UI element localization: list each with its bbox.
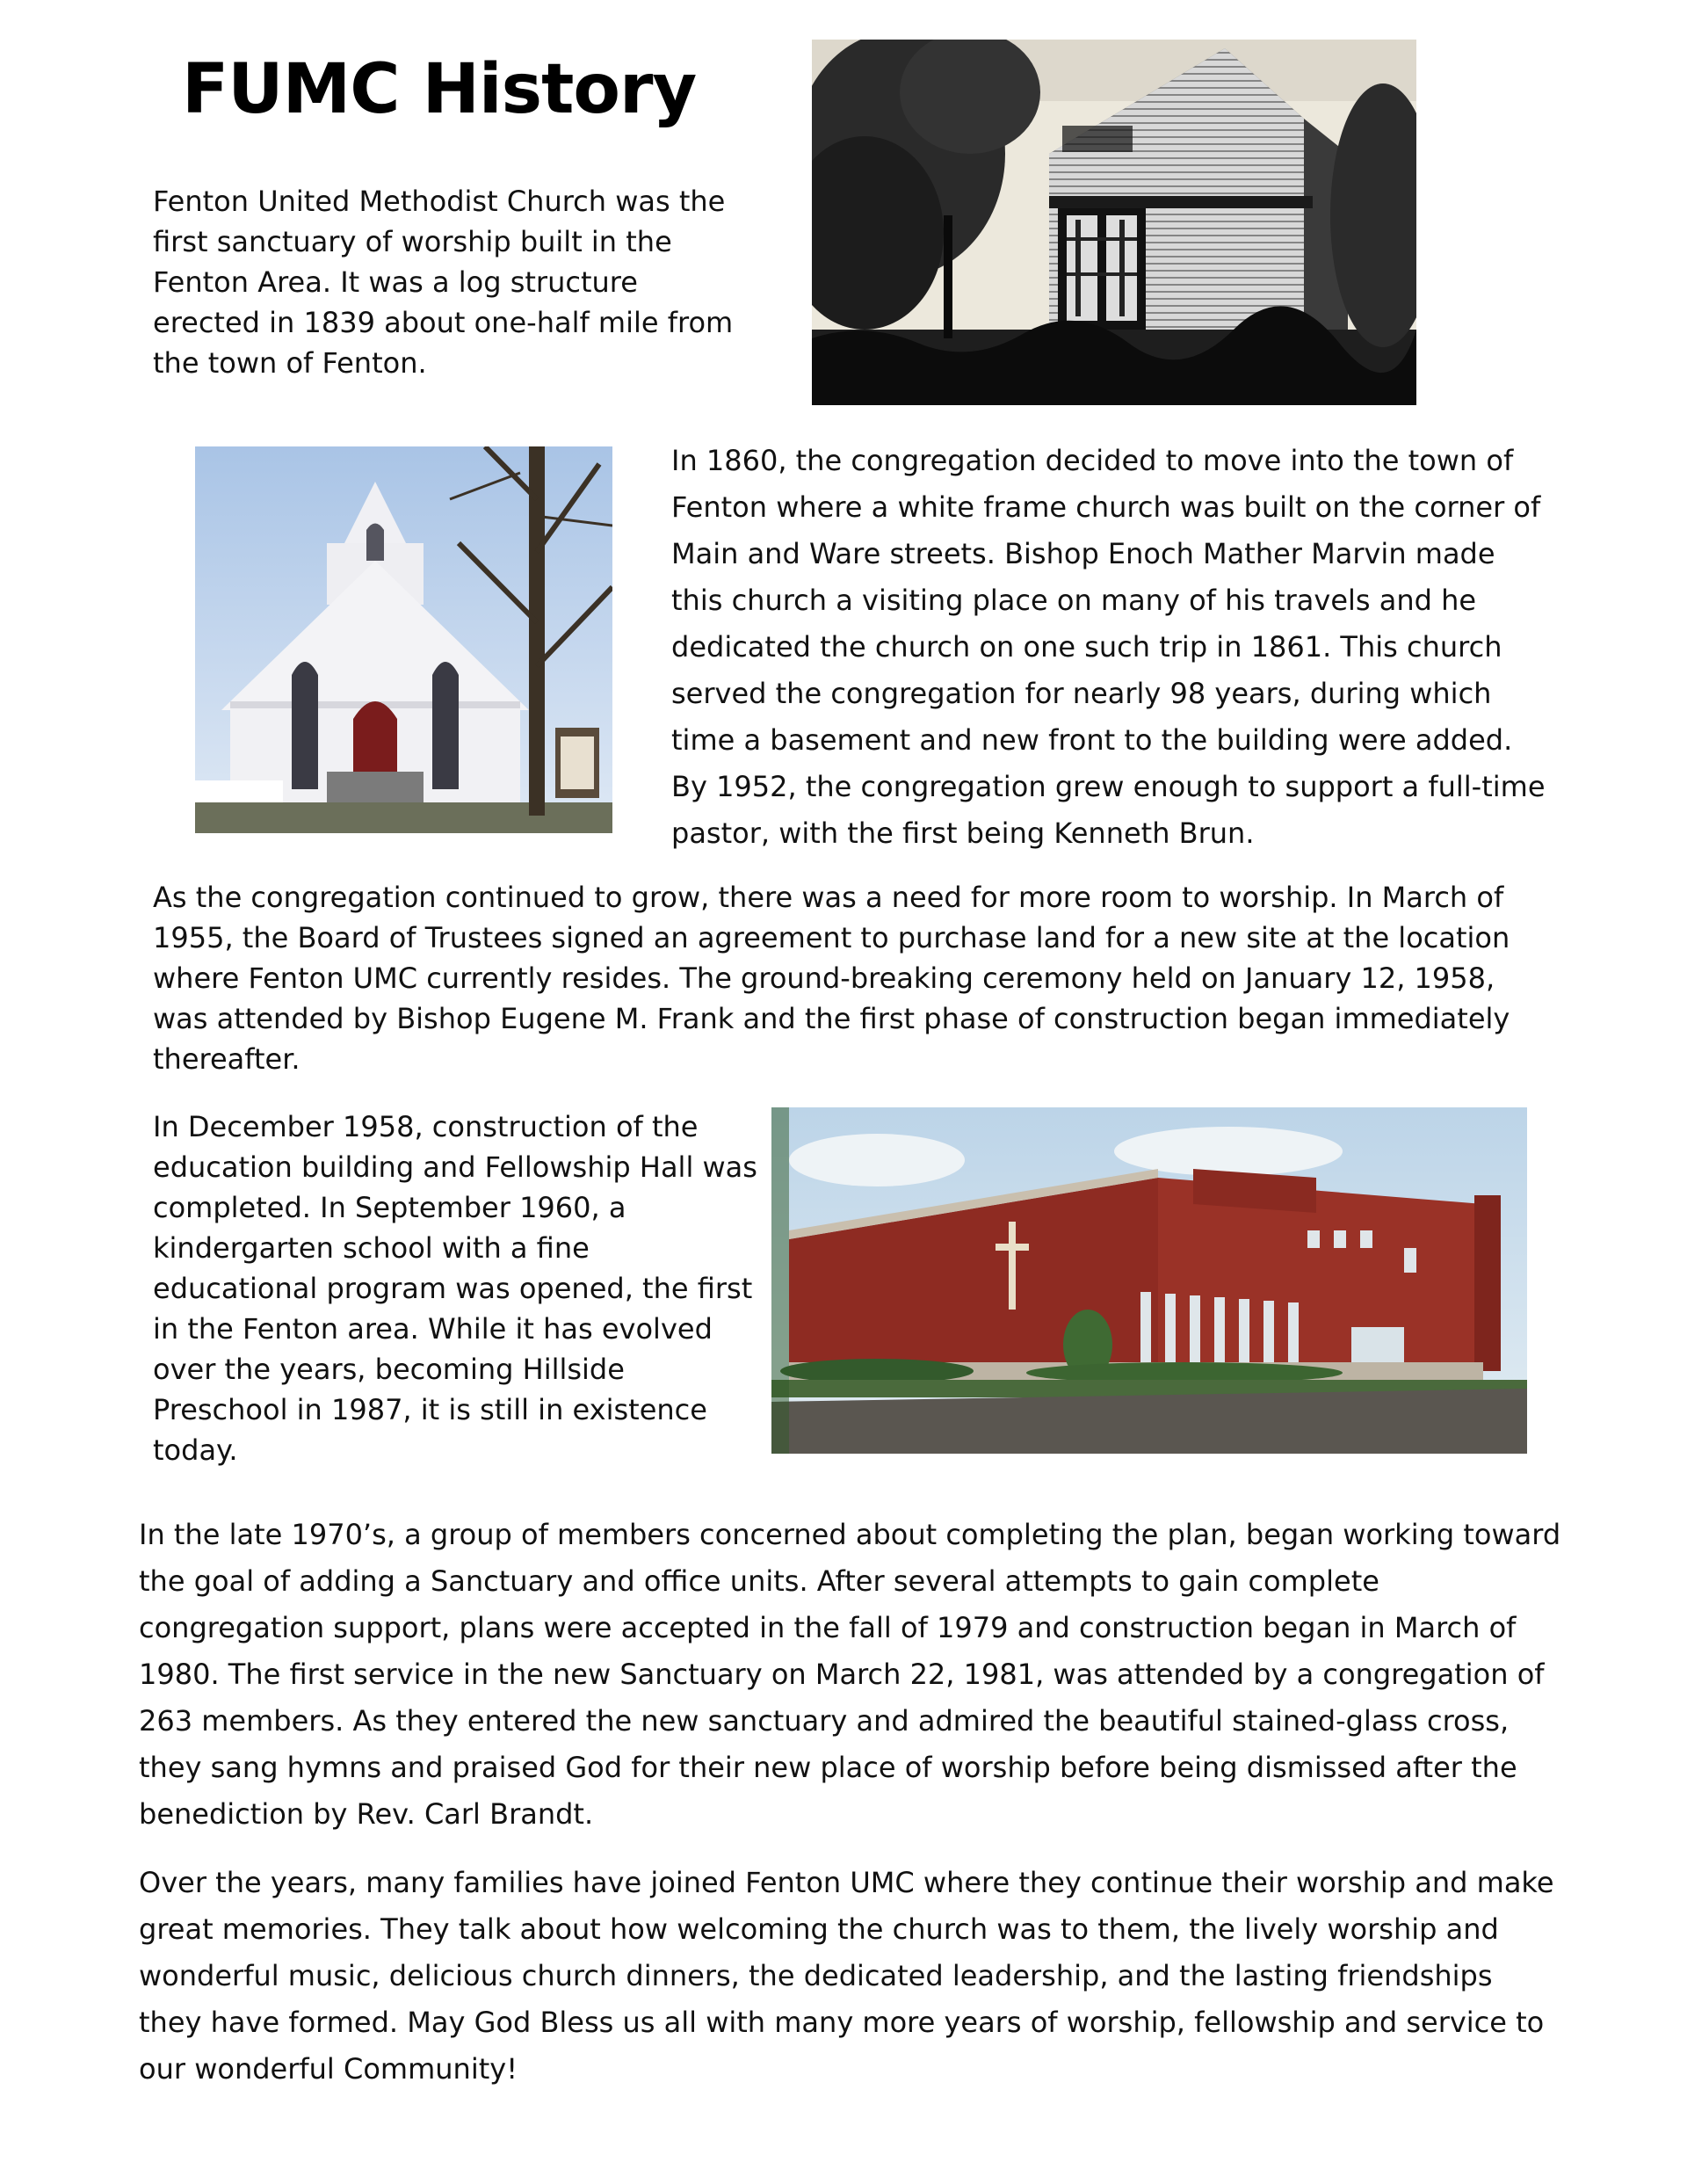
white-frame-church-photo [195, 446, 612, 833]
history-paragraph-2: In 1860, the congregation decided to move into the town of Fenton where a white frame church was built on the corner of Main and Ware streets. Bishop Enoch Mather Marvin made this church a visiting place on many of his travels and he dedicated the church on one such trip in 1861. This church served the congregation for nearly 98 years, during which time a basement and new front to the building were added. By 1952, the congregation grew enough to support a full-time pastor, with the first being Kenneth Brun. [671, 444, 1546, 850]
brick-building-photo [771, 1107, 1527, 1454]
history-paragraph-1: Fenton United Methodist Church was the first sanctuary of worship built in the Fenton Area. It was a log structure erected in 1839 about one-half mile from the town of Fenton. [153, 185, 734, 380]
history-paragraph-5: In the late 1970’s, a group of members concerned about completing the plan, began working toward the goal of adding a Sanctuary and office units. After several attempts to gain complete congregation support, plans were accepted in the fall of 1979 and construction began in March of 1980. The first service in the new Sanctuary on March 22, 1981, was attended by a congregation of 263 members. As they entered the new sanctuary and admired the beautiful stained-glass cross, they sang hymns and praised God for their new place of worship before being dismissed after the benediction by Rev. Carl Brandt. [139, 1518, 1561, 1831]
old-church-photo [812, 40, 1416, 405]
history-paragraph-4: In December 1958, construction of the education building and Fellowship Hall was completed. In September 1960, a kindergarten school with a fine educational program was opened, the first in the Fenton area. While it has evolved over the years, becoming Hillside Preschool in 1987, it is still in existence today. [153, 1110, 757, 1467]
history-paragraph-3: As the congregation continued to grow, there was a need for more room to worship. In March of 1955, the Board of Trustees signed an agreement to purchase land for a new site at the location where Fenton UMC currently resides. The ground-breaking ceremony held on January 12, 1958, was attended by Bishop Eugene M. Frank and the first phase of construction began immediately thereafter. [153, 881, 1510, 1076]
history-paragraph-6: Over the years, many families have joined Fenton UMC where they continue their worship and make great memories. They talk about how welcoming the church was to them, the lively worship and wonderful music, delicious church dinners, the dedicated leadership, and the lasting friendships they have formed. May God Bless us all with many more years of worship, fellowship and service to our wonderful Community! [139, 1866, 1554, 2086]
page-title: FUMC History [182, 50, 697, 129]
